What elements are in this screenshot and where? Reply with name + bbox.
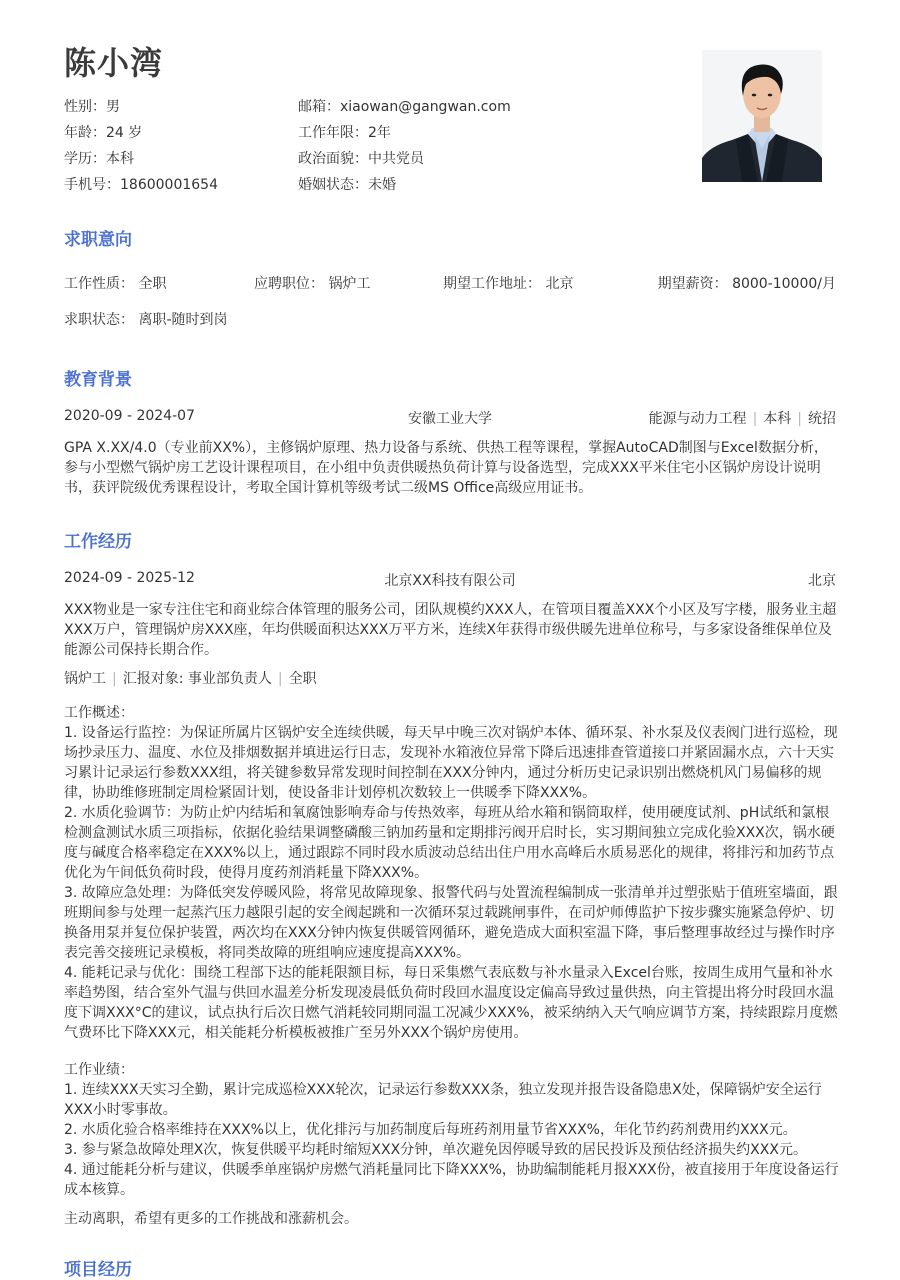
job-intent-row — [64, 273, 836, 293]
separator: | — [752, 411, 758, 427]
achievement-line: 2. 水质化验合格率维持在XXX%以上，优化排污与加药制度后每班药剂用量节省XXX%，年化节约药剂费用约XXX元。 — [64, 1122, 797, 1138]
section-title-project: 项目经历 — [64, 1260, 132, 1280]
person-photo-icon — [702, 50, 822, 182]
section-title-work: 工作经历 — [64, 532, 132, 552]
overview-line: 4. 能耗记录与优化：围绕工程部下达的能耗限额目标，每日采集燃气表底数与补水量录入Excel台账，按周生成用气量和补水 — [64, 965, 833, 981]
salary-item — [658, 273, 836, 293]
achievement-line: 3. 参与紧急故障处理X次，恢复供暖平均耗时缩短XXX分钟，单次避免因停暖导致的居民投诉及预估经济损失约XXX元。 — [64, 1142, 807, 1158]
overview-line: 律，协助维修班制定周检紧固计划，使设备非计划停机次数较上一供暖季下降XXX%。 — [64, 785, 597, 801]
company-description — [64, 600, 840, 660]
job-status-value: 离职-随时到岗 — [138, 312, 228, 328]
overview-line: 换备用泵并复位保护装置，两次均在XXX分钟内恢复供暖管网循环，避免造成大面积室温下降，事后整理事故经过与操作时序 — [64, 925, 835, 941]
location-item — [443, 273, 573, 293]
political-status-field — [298, 148, 424, 168]
political-status-value: 中共党员 — [368, 151, 424, 167]
overview-line: 1. 设备运行监控：为保证所属片区锅炉安全连续供暖，每天早中晚三次对锅炉本体、循环泵、补水泵及仪表阀门进行巡检，现 — [64, 725, 838, 741]
company-name: 北京XX科技有限公司 — [384, 573, 516, 589]
position-item — [254, 273, 370, 293]
education-description — [64, 438, 840, 498]
avatar-photo — [702, 50, 822, 182]
education-desc-line: 参与小型燃气锅炉房工艺设计课程项目，在小组中负责供暖热负荷计算与设备选型，完成XXX平米住宅小区锅炉房设计说明 — [64, 460, 821, 476]
email-label: 邮箱： — [298, 99, 340, 115]
marital-status-value: 未婚 — [368, 177, 396, 193]
salary-value: 8000-10000/月 — [732, 276, 836, 292]
overview-line: 表完善交接班记录模板，将同类故障的班组响应速度提高XXX%。 — [64, 945, 471, 961]
company-desc-line: XXX万户，管理锅炉房XXX座，年均供暖面积达XXX万平方米，连续X年获得市级供暖先进单位称号，与多家设备维保单位及 — [64, 622, 832, 638]
phone-value: 18600001654 — [120, 177, 218, 193]
work-date: 2024-09 - 2025-12 — [64, 570, 195, 586]
separator: | — [277, 671, 283, 687]
overview-line: 习累计记录运行参数XXX组，将关键参数异常发现时间控制在XXX分钟内，通过分析历史记录识别出燃烧机风门易偏移的规 — [64, 765, 822, 781]
achievement-line: 成本核算。 — [64, 1182, 134, 1198]
location-value: 北京 — [545, 276, 574, 292]
location-label: 期望工作地址： — [443, 276, 541, 292]
candidate-name: 陈小湾 — [64, 44, 164, 82]
section-title-education: 教育背景 — [64, 370, 132, 390]
info-row-gender-email — [64, 96, 511, 116]
achievement-line: 4. 通过能耗分析与建议，供暖季单座锅炉房燃气消耗量同比下降XXX%，协助编制能耗月报XXX份，被直接用于年度设备运行 — [64, 1162, 839, 1178]
work-type: 全职 — [288, 671, 317, 687]
education-level-value: 本科 — [106, 151, 134, 167]
work-overview — [64, 703, 840, 1043]
position-value: 锅炉工 — [328, 276, 371, 292]
overview-line: 3. 故障应急处理：为降低突发停暖风险，将常见故障现象、报警代码与处置流程编制成一张清单并过塑张贴于值班室墙面，跟 — [64, 885, 838, 901]
separator: | — [112, 671, 117, 687]
job-status-row — [64, 309, 836, 329]
info-row-age-years — [64, 122, 391, 142]
work-city: 北京 — [808, 573, 836, 589]
education-level-label: 学历： — [64, 151, 106, 167]
overview-line: 优化为午间低负荷时段，使得月度药剂消耗量下降XXX%。 — [64, 865, 429, 881]
overview-line: 率趋势图，结合室外气温与供回水温差分析发现凌晨低负荷时段回水温度设定偏高导致过量供热，向主管提出将分时段回水温 — [64, 985, 834, 1001]
company-desc-line: XXX物业是一家专注住宅和商业综合体管理的服务公司，团队规模约XXX人，在管项目覆盖XXX个小区及写字楼，服务业主超 — [64, 602, 837, 618]
overview-line: 度与碱度合格率稳定在XXX%以上，通过跟踪不同时段水质波动总结出住户用水高峰后水质易恶化的规律，将排污和加药节点 — [64, 845, 835, 861]
work-years-label: 工作年限： — [298, 125, 368, 141]
info-row-phone-marital — [64, 174, 396, 194]
overview-line: 场抄录压力、温度、水位及排烟数据并填进运行日志，发现补水箱液位异常下降后迅速排查管道接口并紧固漏水点，六十天实 — [64, 745, 834, 761]
achievement-label: 工作业绩： — [64, 1062, 134, 1078]
overview-line: 气费环比下降XXX元，相关能耗分析模板被推广至另外XXX个锅炉房使用。 — [64, 1025, 528, 1041]
work-achievements — [64, 1060, 840, 1200]
age-label: 年龄： — [64, 125, 106, 141]
overview-line: 2. 水质化验调节：为防止炉内结垢和氧腐蚀影响寿命与传热效率，每班从给水箱和锅筒取样，使用硬度试剂、pH试纸和氯根 — [64, 805, 830, 821]
salary-label: 期望薪资： — [657, 276, 728, 292]
age-value: 24 岁 — [106, 125, 143, 141]
overview-line: 检测盒测试水质三项指标，依据化验结果调整磷酸三钠加药量和定期排污阀开启时长，实习期间独立完成化验XXX次，锅水硬 — [64, 825, 835, 841]
company-desc-line: 能源公司保持长期合作。 — [64, 642, 218, 658]
email-value[interactable]: xiaowan@gangwan.com — [340, 99, 511, 115]
work-years-value: 2年 — [368, 125, 391, 141]
achievement-line: 1. 连续XXX天实习全勤，累计完成巡检XXX轮次，记录运行参数XXX条，独立发现并报告设备隐患X处，保障锅炉安全运行 — [64, 1082, 822, 1098]
phone-label: 手机号： — [64, 177, 120, 193]
education-date: 2020-09 - 2024-07 — [64, 408, 195, 424]
job-role: 锅炉工 — [64, 671, 106, 687]
info-row-education-politics — [64, 148, 424, 168]
education-header-row — [64, 408, 836, 428]
education-desc-line: 书，获评院级优秀课程设计，考取全国计算机等级考试二级MS Office高级应用证书。 — [64, 480, 593, 496]
work-role-row — [64, 668, 836, 688]
work-nature-value: 全职 — [138, 276, 167, 292]
email-field — [298, 96, 511, 116]
enrollment-type: 统招 — [808, 411, 836, 427]
degree: 本科 — [763, 411, 792, 427]
section-title-job-intent: 求职意向 — [64, 230, 132, 250]
job-status-label: 求职状态： — [64, 312, 134, 328]
education-desc-line: GPA X.XX/4.0（专业前XX%），主修锅炉原理、热力设备与系统、供热工程等课程，掌握AutoCAD制图与Excel数据分析， — [64, 440, 828, 456]
work-header-row — [64, 570, 836, 590]
work-nature-label: 工作性质： — [64, 276, 134, 292]
political-status-label: 政治面貌： — [298, 151, 368, 167]
gender-value: 男 — [106, 99, 120, 115]
position-label: 应聘职位： — [254, 276, 324, 292]
marital-status-field — [298, 174, 396, 194]
major: 能源与动力工程 — [648, 411, 747, 427]
separator: | — [797, 411, 802, 427]
work-years-field — [298, 122, 391, 142]
marital-status-label: 婚姻状态： — [298, 177, 368, 193]
overview-line: 班期间参与处理一起蒸汽压力越限引起的安全阀起跳和一次循环泵过载跳闸事件，在司炉师傅监护下按步骤实施紧急停炉、切 — [64, 905, 834, 921]
leave-reason: 主动离职，希望有更多的工作挑战和涨薪机会。 — [64, 1211, 358, 1227]
overview-label: 工作概述： — [64, 705, 134, 721]
gender-label: 性别： — [64, 99, 106, 115]
school-name: 安徽工业大学 — [408, 411, 492, 427]
work-nature-item — [64, 273, 166, 293]
overview-line: 度下调XXX°C的建议，试点执行后次日燃气消耗较同期同温工况减少XXX%，被采纳纳入天气响应调节方案，持续跟踪月度燃 — [64, 1005, 838, 1021]
education-details — [649, 408, 836, 428]
report-to: 汇报对象: 事业部负责人 — [122, 671, 272, 687]
achievement-line: XXX小时零事故。 — [64, 1102, 177, 1118]
